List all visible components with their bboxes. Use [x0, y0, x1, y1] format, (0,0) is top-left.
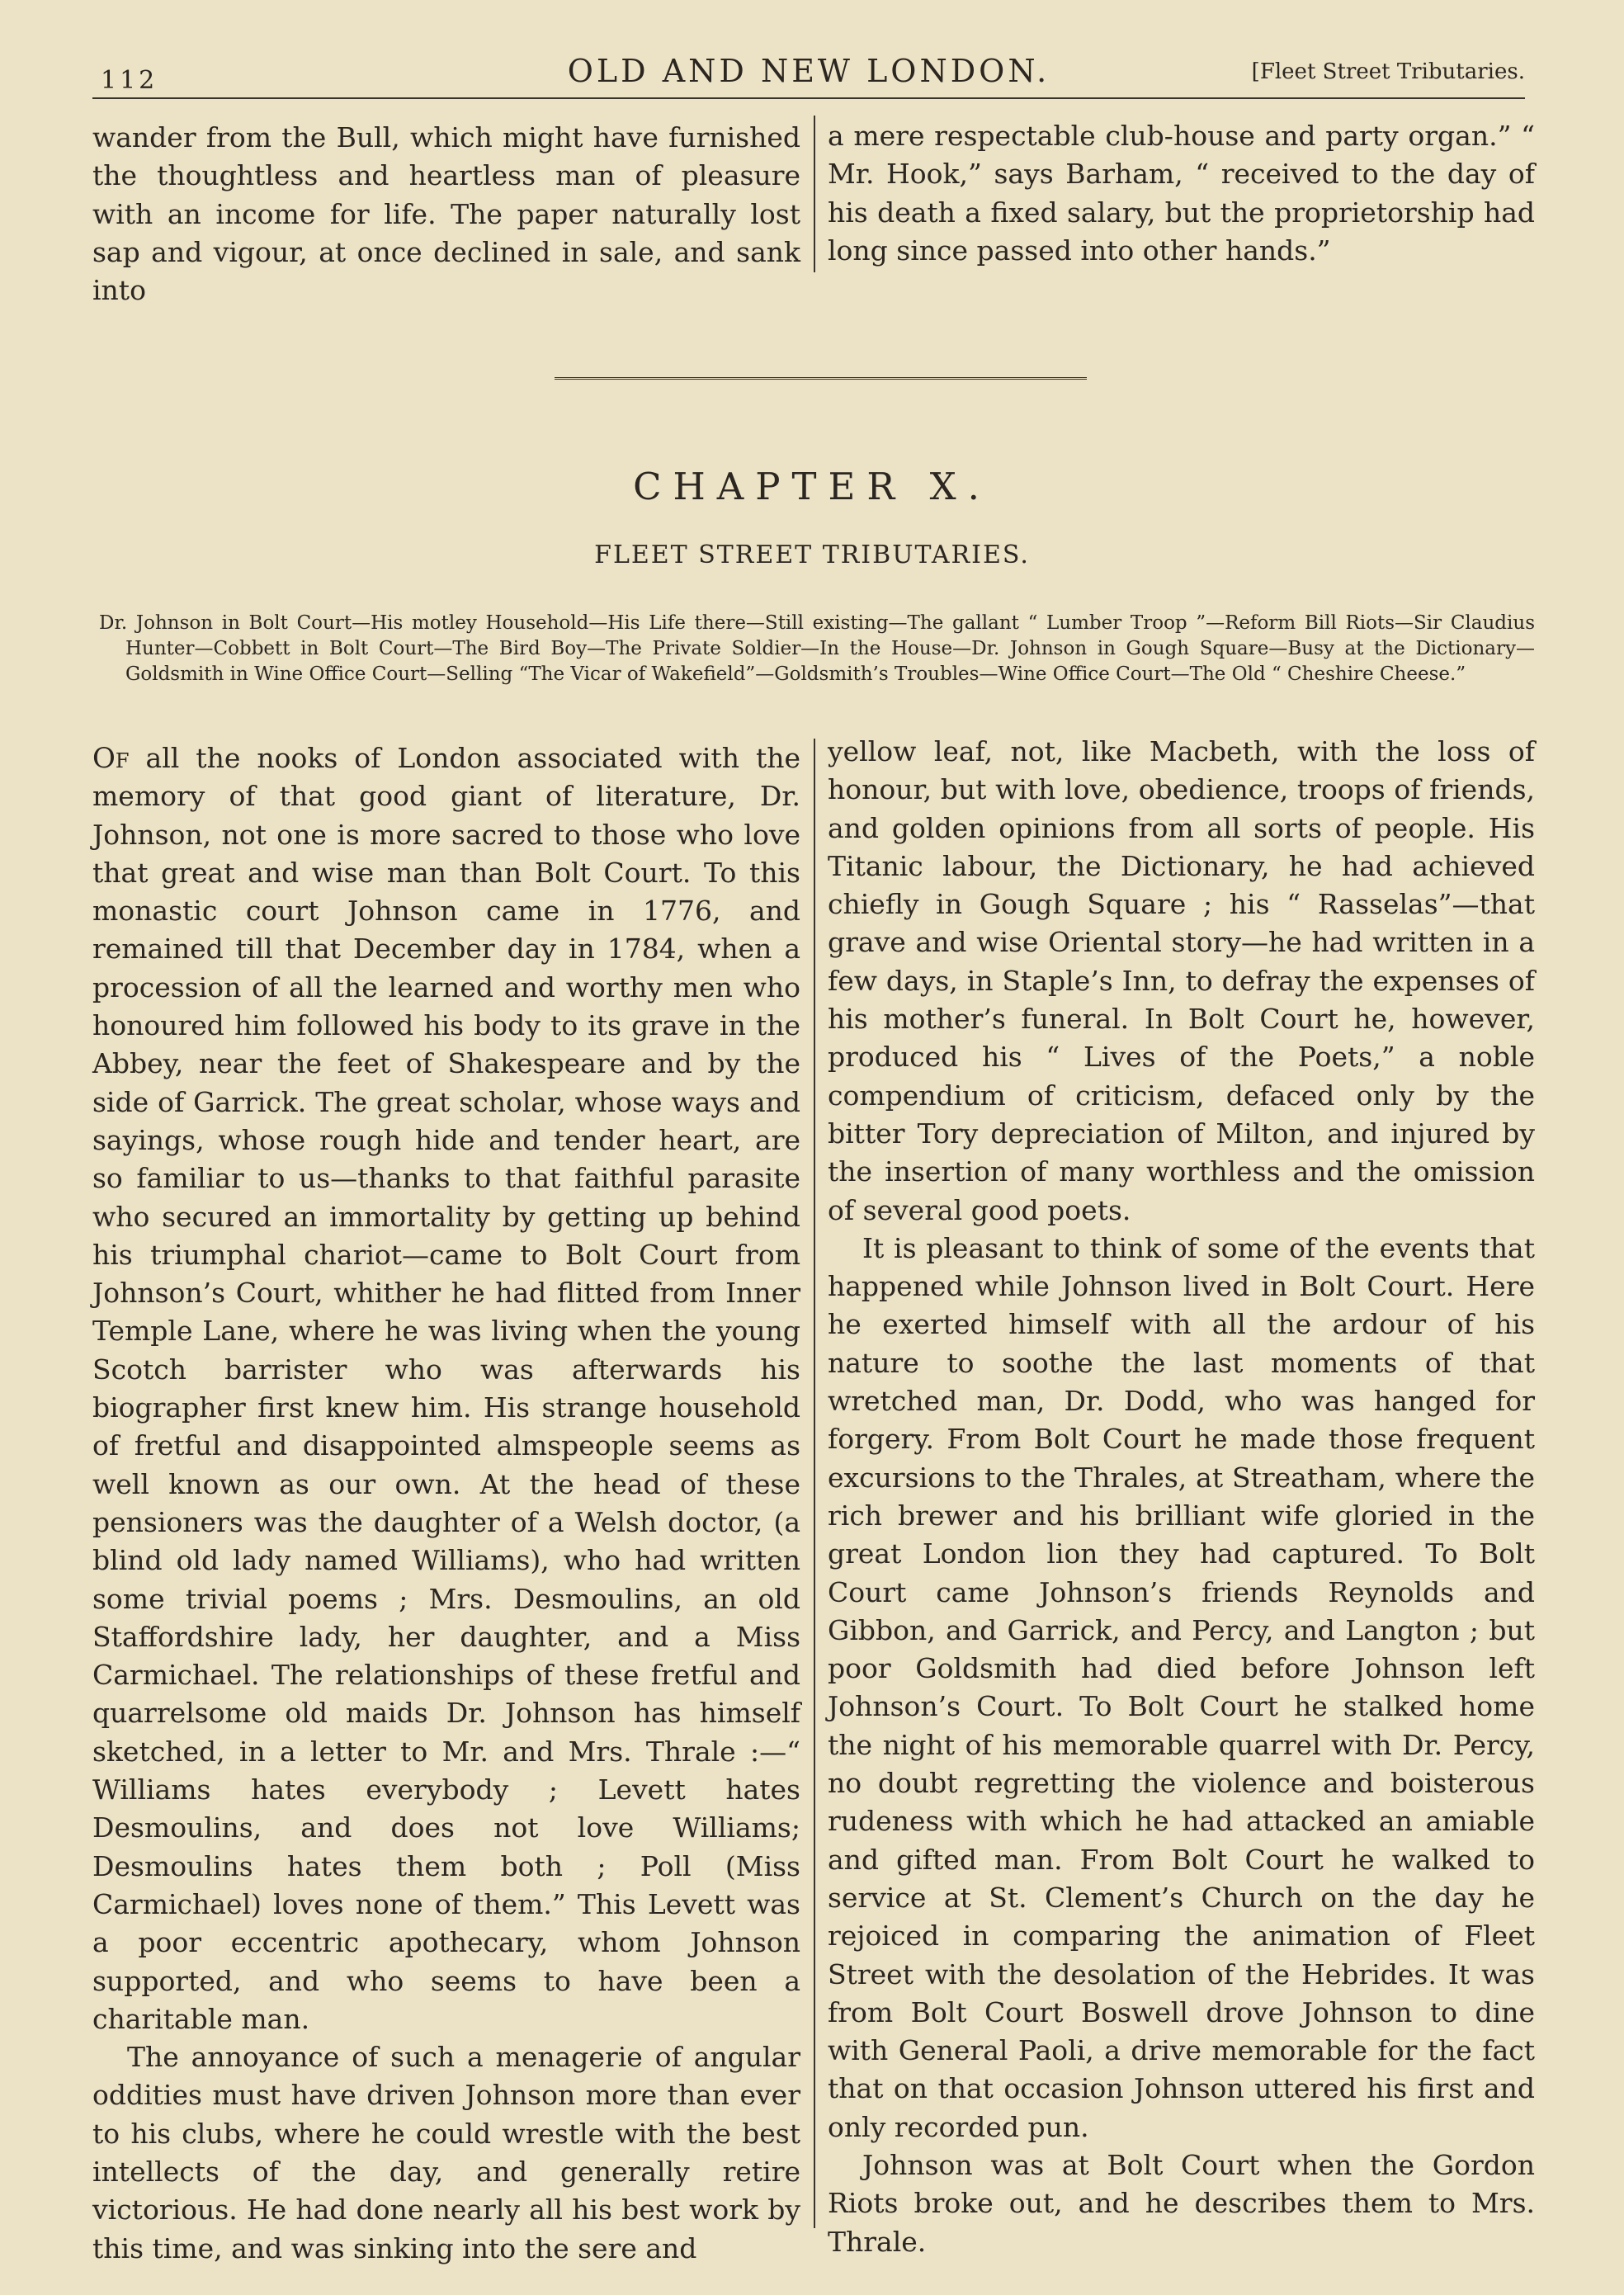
- main-column-divider: [814, 739, 815, 2228]
- right-paragraph-3: Johnson was at Bolt Court when the Gordon Riots broke out, and he describes them to Mrs. Thrale.: [828, 2148, 1535, 2258]
- header-rule: [92, 97, 1525, 99]
- left-paragraph-2: The annoyance of such a menagerie of angular oddities must have driven Johnson more than ever to his clubs, where he could wrestle with the best intellects of the day, and generally retire victorious. He had done nearly all his best work by this time, and was sinking into the sere and: [92, 2041, 800, 2264]
- drop-cap: Of: [92, 742, 130, 775]
- main-right-column: [828, 733, 1535, 2261]
- left-paragraph-1-text: all the nooks of London associated with the memory of that good giant of literature, Dr. Johnson, not one is more sacred to those who love that great and wise man than Bolt Court. To this monastic court Johnson came in 1776, and remained till that December day in 1784, when a procession of all the learned and worthy men who honoured him followed his body to its grave in the Abbey, near the feet of Shakespeare and by the side of Garrick. The great scholar, whose ways and sayings, whose rough hide and tender heart, are so familiar to us—thanks to that faithful parasite who secured an immortality by getting up behind his triumphal chariot—came to Bolt Court from Johnson’s Court, whither he had flitted from Inner Temple Lane, where he was living when the young Scotch barrister who was afterwards his biographer first knew him. His strange household of fretful and disappointed almspeople seems as well known as our own. At the head of these pensioners was the daughter of a Welsh doctor, (a blind old lady named Williams), who had written some trivial poems ; Mrs. Desmoulins, an old Staffordshire lady, her daughter, and a Miss Carmichael. The relationships of these fretful and quarrelsome old maids Dr. Johnson has himself sketched, in a letter to Mr. and Mrs. Thrale :—“ Williams hates everybody ; Levett hates Desmoulins, and does not love Williams; Desmoulins hates them both ; Poll (Miss Carmichael) loves none of them.” This Levett was a poor eccentric apothecary, whom Johnson supported, and who seems to have been a charitable man.: [92, 742, 800, 2035]
- page-header: [92, 48, 1525, 95]
- top-right-column: [828, 117, 1535, 270]
- left-paragraph-1: [92, 739, 800, 2038]
- top-left-column: [92, 119, 800, 309]
- section-divider: [555, 377, 1087, 382]
- top-column-divider: [814, 116, 815, 272]
- top-right-paragraph: a mere respectable club-house and party organ.” “ Mr. Hook,” says Barham, “ received to the day of his death a fixed salary, but the proprietorship had long since passed into other hands.”: [828, 120, 1535, 267]
- chapter-number: CHAPTER X.: [633, 465, 991, 508]
- section-tag: [Fleet Street Tributaries.: [1251, 59, 1525, 84]
- page-number: 112: [101, 66, 158, 95]
- right-paragraph-2: It is pleasant to think of some of the events that happened while Johnson lived in Bolt Court. Here he exerted himself with all the ardour of his nature to soothe the last moments of that wretched man, Dr. Dodd, who was hanged for forgery. From Bolt Court he made those frequent excursions to the Thrales, at Streatham, where the rich brewer and his brilliant wife gloried in the great London lion they had captured. To Bolt Court came Johnson’s friends Reynolds and Gibbon, and Garrick, and Percy, and Langton ; but poor Goldsmith had died before Johnson left Johnson’s Court. To Bolt Court he stalked home the night of his memorable quarrel with Dr. Percy, no doubt regretting the violence and boisterous rudeness with which he had attacked an amiable and gifted man. From Bolt Court he walked to service at St. Clement’s Church on the day he rejoiced in comparing the animation of Fleet Street with the desolation of the Hebrides. It was from Bolt Court Boswell drove Johnson to dine with General Paoli, a drive memorable for the fact that on that occasion Johnson uttered his first and only recorded pun.: [828, 1231, 1535, 2143]
- running-title: OLD AND NEW LONDON.: [567, 53, 1050, 89]
- top-left-paragraph: wander from the Bull, which might have furnished the thoughtless and heartless man of pleasure with an income for life. The paper naturally lost sap and vigour, at once declined in sale, and sank into: [92, 121, 800, 307]
- chapter-title: FLEET STREET TRIBUTARIES.: [594, 541, 1030, 569]
- main-left-column: [92, 739, 800, 2268]
- chapter-synopsis: Dr. Johnson in Bolt Court—His motley Household—His Life there—Still existing—The gallant “ Lumber Troop ”—Reform Bill Riots—Sir Claudius Hunter—Cobbett in Bolt Court—The Bird Boy—The Private Soldier—In the House—Dr. Johnson in Gough Square—Busy at the Dictionary—Goldsmith in Wine Office Court—Selling “The Vicar of Wakefield”—Goldsmith’s Troubles—Wine Office Court—The Old “ Cheshire Cheese.”: [99, 612, 1535, 685]
- right-paragraph-1: yellow leaf, not, like Macbeth, with the loss of honour, but with love, obedience, troops of friends, and golden opinions from all sorts of people. His Titanic labour, the Dictionary, he had achieved chiefly in Gough Square ; his “ Rasselas”—that grave and wise Oriental story—he had written in a few days, in Staple’s Inn, to defray the expenses of his mother’s funeral. In Bolt Court he, however, produced his “ Lives of the Poets,” a noble compendium of criticism, defaced only by the bitter Tory depreciation of Milton, and injured by the insertion of many worthless and the omission of several good poets.: [828, 735, 1535, 1226]
